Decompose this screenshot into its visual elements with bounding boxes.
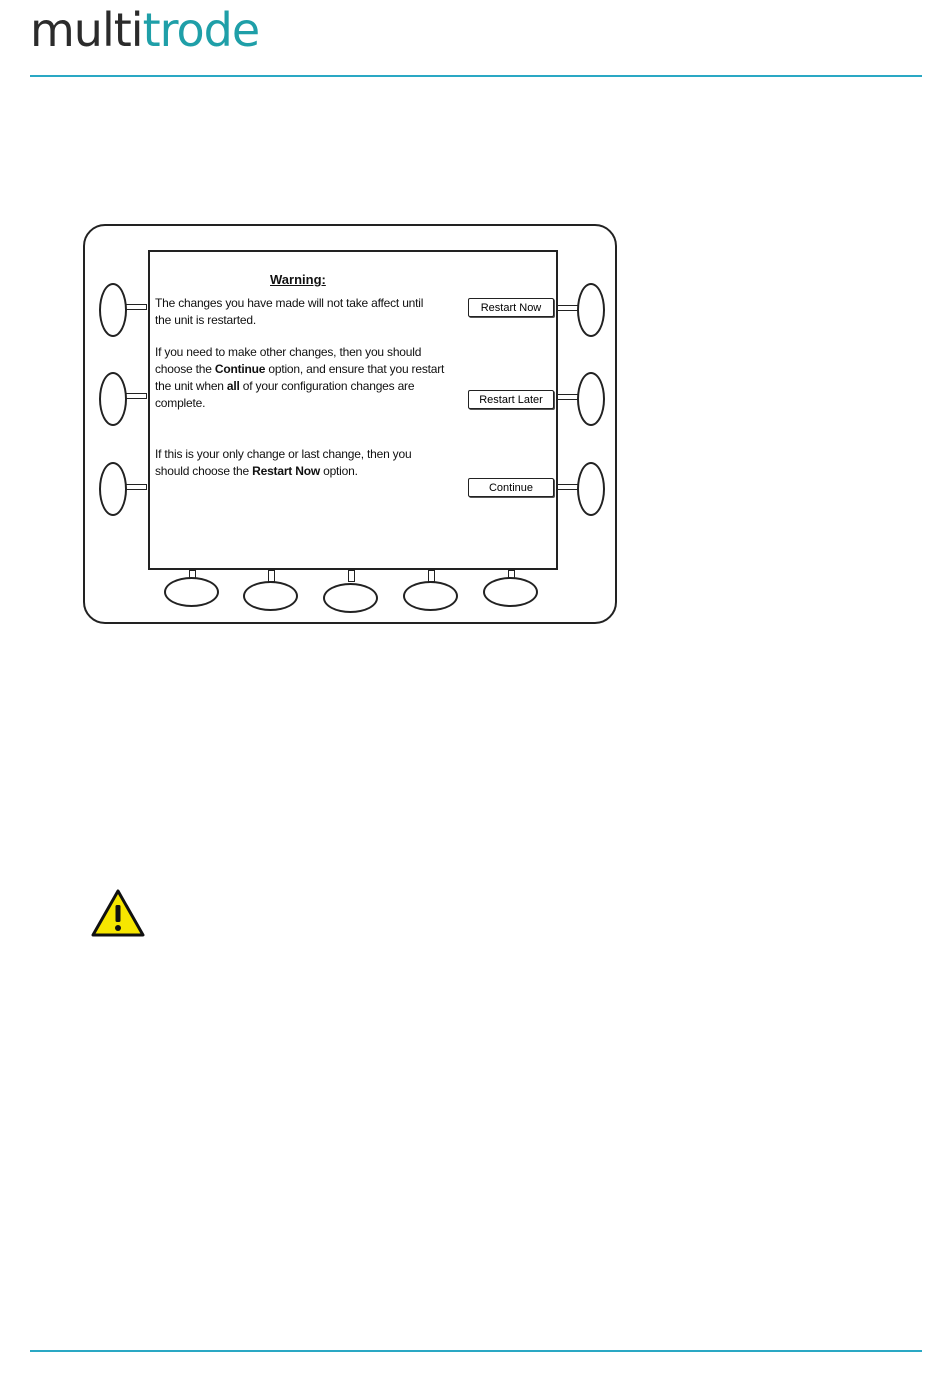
footer-divider [30,1350,922,1352]
warning-text-3 [155,446,445,480]
warning-text-3-part-1: If this is your only change or last change, then you should choose the [155,447,412,478]
bottom-soft-key-3[interactable] [323,583,378,613]
bottom-soft-key-2[interactable] [243,581,298,611]
logo-text-teal: trode [142,3,260,57]
restart-later-button[interactable]: Restart Later [468,390,554,409]
left-key-1-stem [125,304,147,310]
right-soft-key-3[interactable] [577,462,605,516]
right-key-2-stem [557,394,579,400]
left-soft-key-1[interactable] [99,283,127,337]
multitrode-logo [30,4,259,56]
warning-text-2-part-1: If you need to make other changes, then you should choose the [155,345,422,376]
warning-text-3-bold-restart-now: Restart Now [252,464,320,478]
bottom-key-3-stem [348,570,355,582]
screen-title: Warning: [270,272,326,287]
continue-button[interactable]: Continue [468,478,554,497]
warning-text-2-part-2: option, and ensure that you restart the unit when [155,362,445,393]
header-divider [30,75,922,77]
warning-text-1: The changes you have made will not take affect until the unit is restarted. [155,296,424,327]
left-key-3-stem [125,484,147,490]
bottom-soft-key-4[interactable] [403,581,458,611]
left-key-2-stem [125,393,147,399]
bottom-soft-key-1[interactable] [164,577,219,607]
left-soft-key-2[interactable] [99,372,127,426]
right-soft-key-1[interactable] [577,283,605,337]
left-soft-key-3[interactable] [99,462,127,516]
warning-text-2 [155,344,455,412]
warning-text-2-part-3: of your configuration changes are complete. [155,379,415,410]
bottom-soft-key-5[interactable] [483,577,538,607]
logo-text-dark: multi [30,3,143,57]
right-key-1-stem [557,305,579,311]
warning-text-2-bold-continue: Continue [214,362,266,376]
right-key-3-stem [557,484,579,490]
warning-text-3-part-2: option. [319,464,358,478]
warning-text-2-bold-all: all [226,379,240,393]
warning-triangle-icon [90,888,146,938]
right-soft-key-2[interactable] [577,372,605,426]
restart-now-button[interactable]: Restart Now [468,298,554,317]
